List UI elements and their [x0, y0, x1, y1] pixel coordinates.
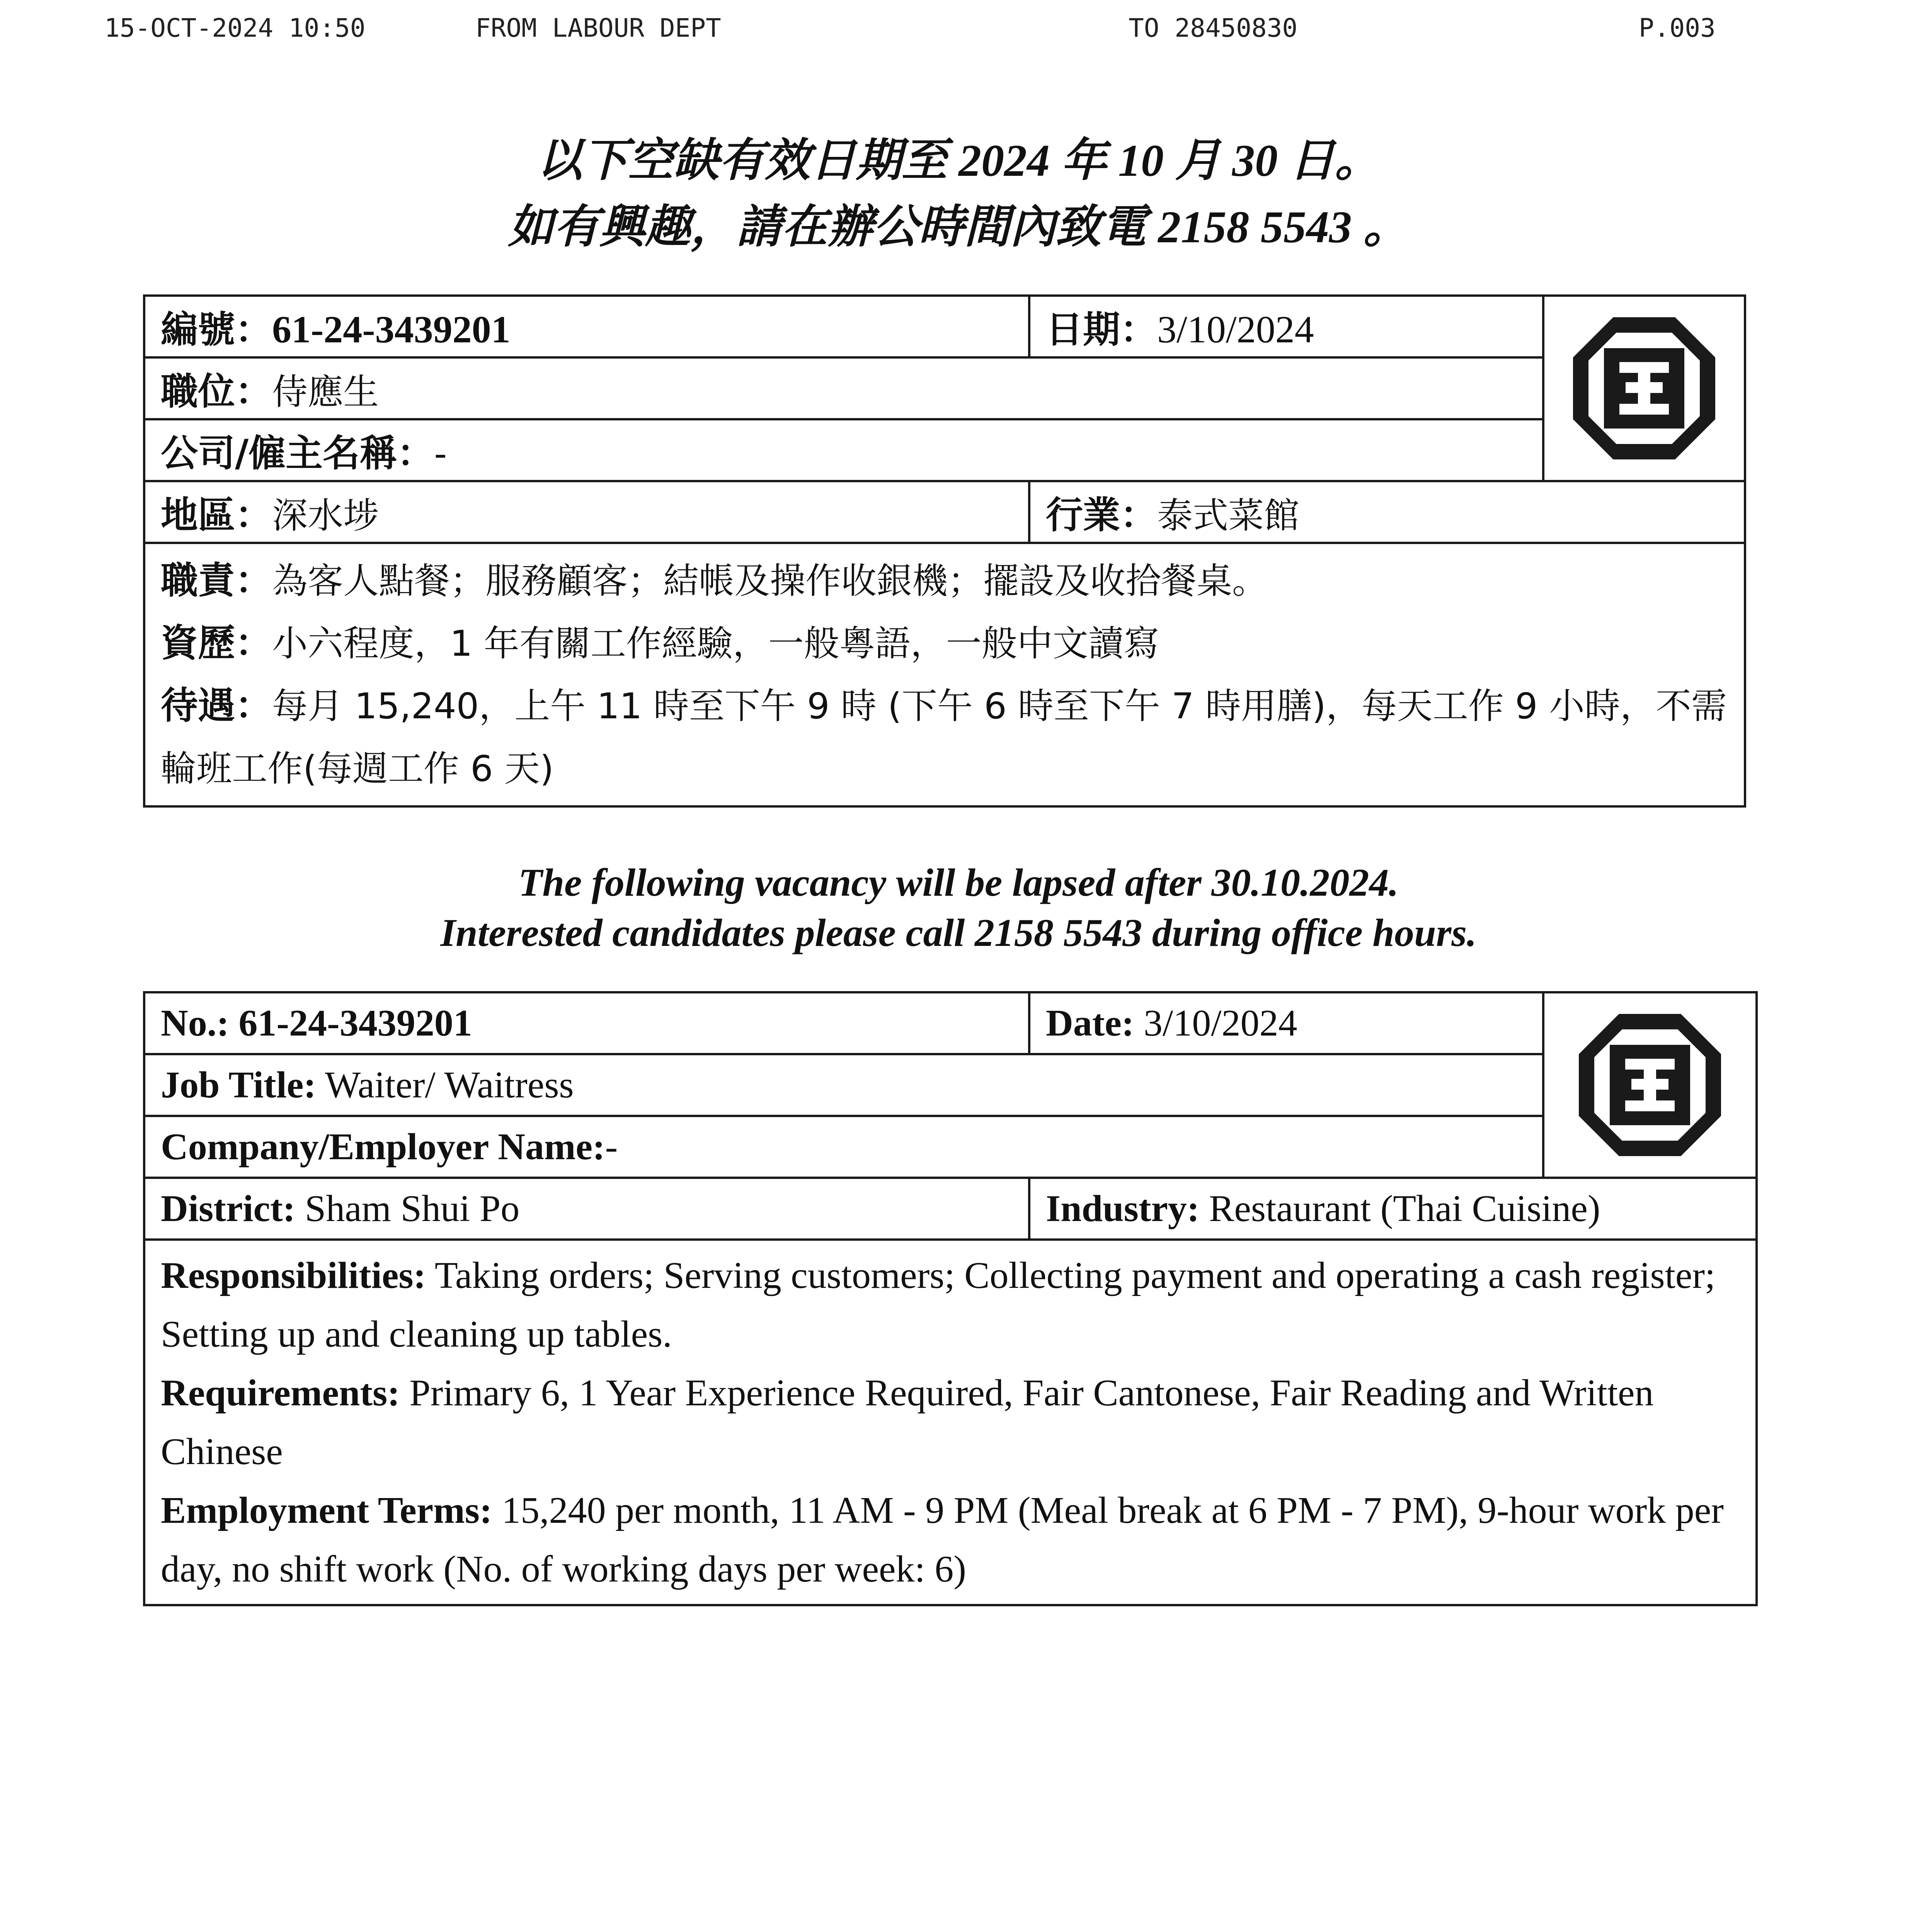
en-no-cell	[144, 992, 1029, 1054]
zh-industry-cell	[1029, 481, 1745, 543]
zh-terms-label: 待遇：	[161, 684, 272, 727]
zh-terms-value: 每月 15,240，上午 11 時至下午 9 時 (下午 6 時至下午 7 時用膳)，每天工作 9 小時，不需輪班工作(每週工作 6 天)	[161, 685, 1727, 789]
en-date-value: 3/10/2024	[1144, 1002, 1297, 1044]
zh-notice-line2: 如有興趣，請在辦公時間內致電 2158 5543 。	[508, 202, 1409, 252]
zh-district-cell	[144, 481, 1029, 543]
fax-datetime: 15-OCT-2024 10:50	[104, 13, 366, 43]
zh-req-value: 小六程度，1 年有關工作經驗，一般粵語，一般中文讀寫	[272, 623, 1159, 664]
zh-req-label: 資歷：	[161, 621, 272, 665]
en-details-cell	[144, 1240, 1757, 1605]
zh-terms	[161, 675, 1728, 800]
zh-district-label: 地區：	[161, 493, 272, 537]
en-title-label: Job Title:	[161, 1064, 317, 1106]
en-requirements	[161, 1364, 1740, 1481]
zh-industry-label: 行業：	[1046, 493, 1157, 537]
en-date-cell	[1029, 992, 1543, 1054]
en-district-cell	[144, 1178, 1029, 1240]
zh-notice	[0, 128, 1917, 260]
en-req-value: Primary 6, 1 Year Experience Required, Fair Cantonese, Fair Reading and Written Chinese	[161, 1372, 1654, 1473]
zh-no-label: 編號：	[161, 308, 272, 351]
labour-department-logo-icon	[1573, 1004, 1727, 1166]
fax-to: TO 28450830	[1129, 13, 1298, 43]
en-district-value: Sham Shui Po	[305, 1188, 520, 1230]
zh-vacancy-card	[143, 294, 1746, 808]
zh-duties-label: 職責：	[161, 559, 272, 602]
zh-no-value: 61-24-3439201	[272, 308, 511, 351]
zh-company-label: 公司/僱主名稱：	[161, 431, 434, 475]
zh-company-cell	[144, 419, 1543, 481]
zh-title-value: 侍應生	[272, 371, 379, 413]
fax-page: P.003	[1639, 13, 1716, 43]
zh-date-cell	[1029, 296, 1543, 357]
zh-logo-cell	[1543, 296, 1745, 481]
en-resp-value: Taking orders; Serving customers; Collecting payment and operating a cash register; Setting up and cleaning up tables.	[161, 1255, 1716, 1355]
en-company-value: -	[605, 1126, 618, 1168]
zh-title-cell	[144, 357, 1543, 419]
fax-header	[104, 13, 1731, 44]
zh-district-value: 深水埗	[272, 495, 379, 536]
zh-requirements	[161, 612, 1728, 675]
zh-title-label: 職位：	[161, 369, 272, 413]
zh-date-label: 日期：	[1046, 308, 1157, 351]
en-notice-line2: Interested candidates please call 2158 5543 during office hours.	[440, 911, 1477, 955]
en-req-label: Requirements:	[161, 1372, 400, 1414]
zh-date-value: 3/10/2024	[1157, 308, 1314, 351]
en-title-cell	[144, 1054, 1543, 1116]
en-industry-value: Restaurant (Thai Cuisine)	[1209, 1188, 1600, 1230]
en-company-label: Company/Employer Name:	[161, 1126, 605, 1168]
en-no-value: 61-24-3439201	[238, 1002, 472, 1044]
en-industry-label: Industry:	[1046, 1188, 1200, 1230]
en-company-cell	[144, 1116, 1543, 1178]
fax-from: FROM LABOUR DEPT	[475, 13, 721, 43]
zh-details-cell	[144, 543, 1745, 806]
en-district-label: District:	[161, 1188, 296, 1230]
en-responsibilities	[161, 1246, 1740, 1364]
zh-no-cell	[144, 296, 1029, 357]
zh-industry-value: 泰式菜館	[1157, 495, 1300, 536]
en-notice-line1: The following vacancy will be lapsed after 30.10.2024.	[518, 861, 1399, 905]
en-logo-cell	[1543, 992, 1757, 1178]
en-no-label: No.:	[161, 1002, 229, 1044]
en-terms-value: 15,240 per month, 11 AM - 9 PM (Meal break at 6 PM - 7 PM), 9-hour work per day, no shift work (No. of working days per week: 6)	[161, 1490, 1724, 1590]
en-title-value: Waiter/ Waitress	[325, 1064, 574, 1106]
zh-duties	[161, 549, 1728, 612]
en-terms	[161, 1481, 1740, 1599]
zh-notice-line1: 以下空缺有效日期至 2024 年 10 月 30 日。	[536, 135, 1381, 186]
labour-department-logo-icon	[1567, 307, 1721, 469]
zh-company-value: -	[434, 433, 447, 474]
en-resp-label: Responsibilities:	[161, 1255, 426, 1296]
zh-duties-value: 為客人點餐；服務顧客；結帳及操作收銀機；擺設及收拾餐桌。	[272, 560, 1268, 602]
en-terms-label: Employment Terms:	[161, 1490, 492, 1531]
en-notice	[0, 858, 1917, 958]
en-date-label: Date:	[1046, 1002, 1134, 1044]
en-industry-cell	[1029, 1178, 1757, 1240]
en-vacancy-card	[143, 991, 1758, 1606]
